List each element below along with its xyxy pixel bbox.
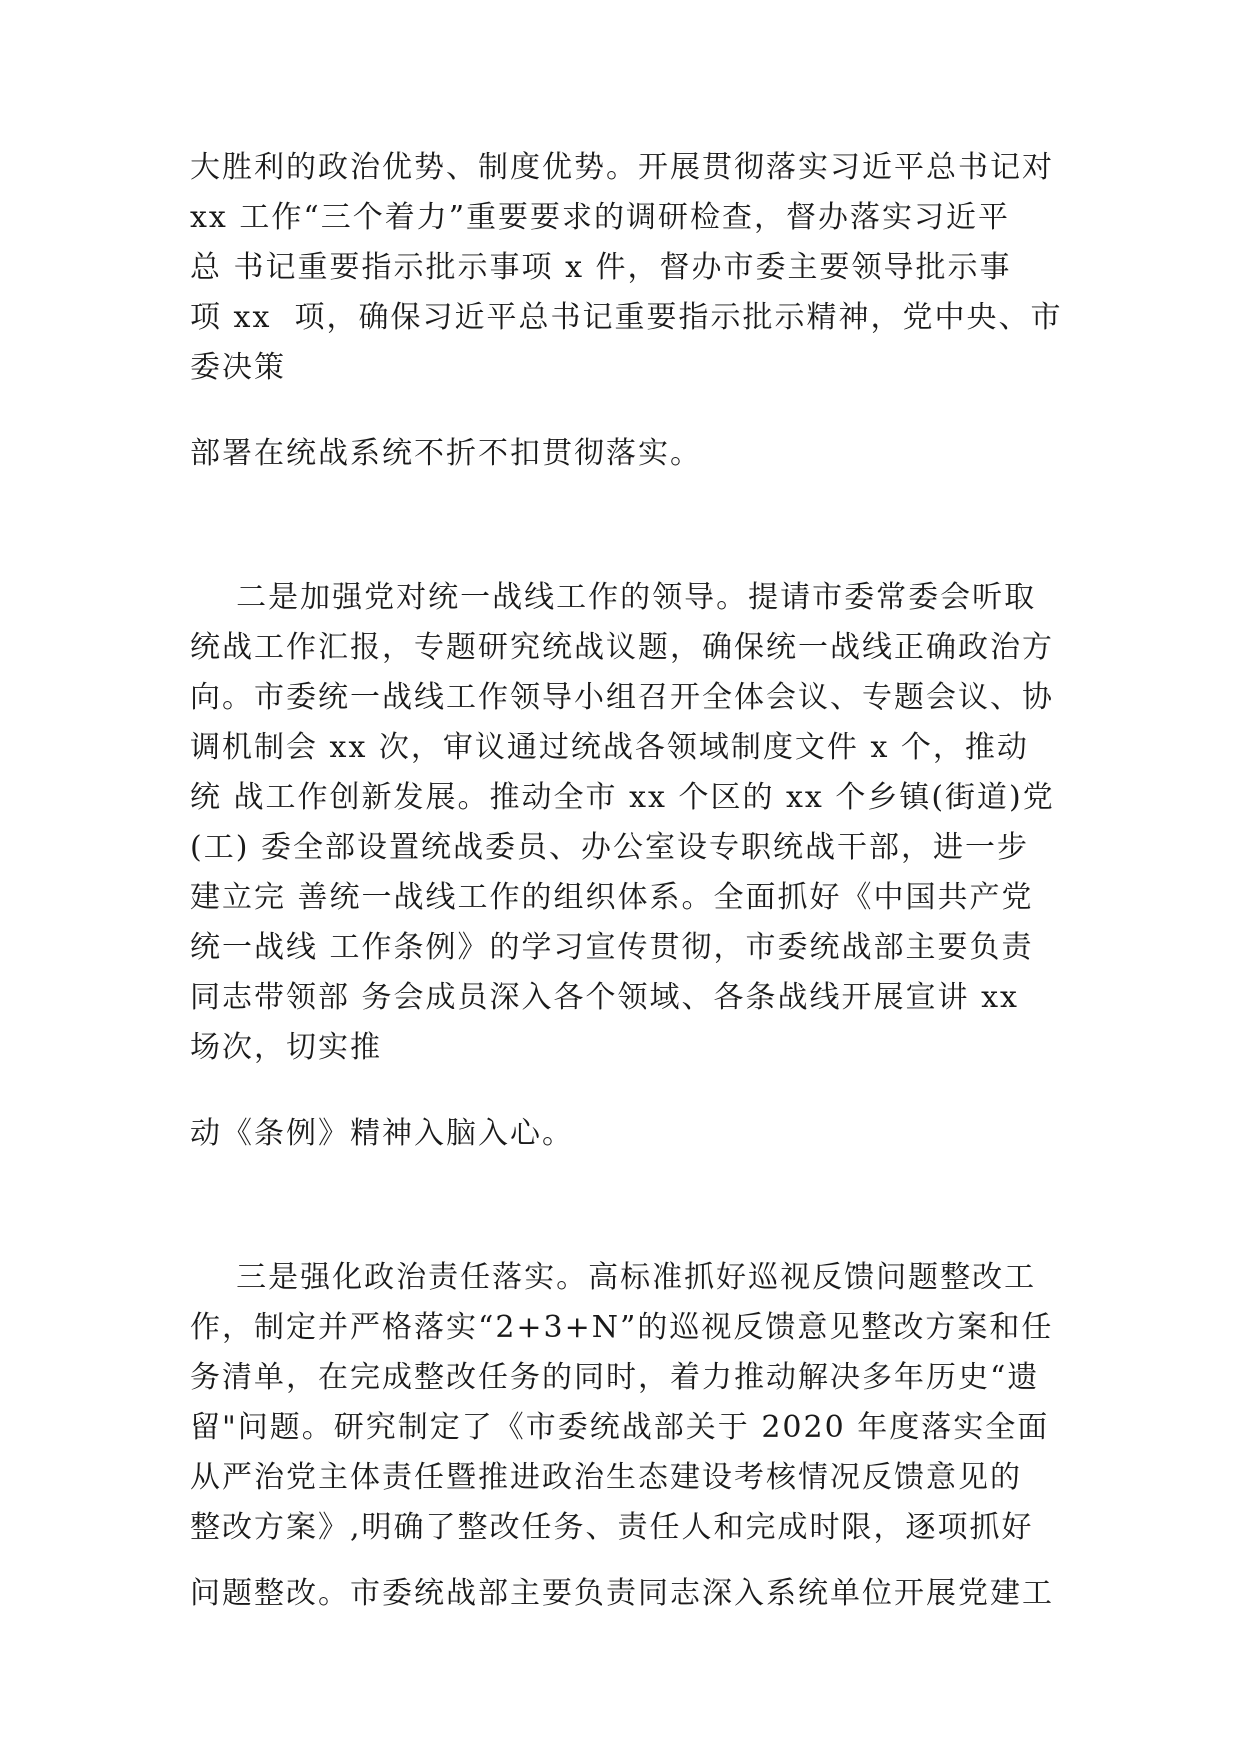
text-line: 大胜利的政治优势、制度优势。开展贯彻落实习近平总书记对 bbox=[190, 150, 1054, 185]
text-line: 整改方案》,明确了整改任务、责任人和完成时限，逐项抓好 bbox=[190, 1510, 1034, 1545]
paragraph-first-line: 三是强化政治责任落实。高标准抓好巡视反馈问题整改工 bbox=[190, 1260, 1037, 1295]
text-line: 委决策 bbox=[190, 350, 286, 385]
text-line: 项 xx 项，确保习近平总书记重要指示批示精神，党中央、市 bbox=[190, 300, 1063, 335]
text-line: 场次，切实推 bbox=[190, 1030, 382, 1065]
text-line: (工) 委全部设置统战委员、办公室设专职统战干部，进一步 bbox=[190, 830, 1029, 865]
text-line: 向。市委统一战线工作领导小组召开全体会议、专题会议、协 bbox=[190, 680, 1054, 715]
text-line: 问题整改。市委统战部主要负责同志深入系统单位开展党建工 bbox=[190, 1576, 1054, 1611]
text-line: 动《条例》精神入脑入心。 bbox=[190, 1116, 574, 1151]
text-line: 同志带领部 务会成员深入各个领域、各条战线开展宣讲 xx bbox=[190, 980, 1019, 1015]
text-line: 建立完 善统一战线工作的组织体系。全面抓好《中国共产党 bbox=[190, 880, 1034, 915]
text-line: 调机制会 xx 次，审议通过统战各领域制度文件 x 个，推动 bbox=[190, 730, 1029, 765]
text-line: 留"问题。研究制定了《市委统战部关于 2020 年度落实全面 bbox=[190, 1410, 1050, 1445]
text-line: 作，制定并严格落实“2+3+N”的巡视反馈意见整改方案和任 bbox=[190, 1310, 1054, 1345]
text-line: 统 战工作创新发展。推动全市 xx 个区的 xx 个乡镇(街道)党 bbox=[190, 780, 1055, 815]
text-line: 部署在统战系统不折不扣贯彻落实。 bbox=[190, 436, 702, 471]
text-line: 务清单，在完成整改任务的同时，着力推动解决多年历史“遗 bbox=[190, 1360, 1040, 1395]
text-line: 统战工作汇报，专题研究统战议题，确保统一战线正确政治方 bbox=[190, 630, 1054, 665]
text-line: 统一战线 工作条例》的学习宣传贯彻，市委统战部主要负责 bbox=[190, 930, 1034, 965]
text-line: xx 工作“三个着力”重要要求的调研检查，督办落实习近平 bbox=[190, 200, 1011, 235]
text-line: 总 书记重要指示批示事项 x 件，督办市委主要领导批示事 bbox=[190, 250, 1012, 285]
text-line: 从严治党主体责任暨推进政治生态建设考核情况反馈意见的 bbox=[190, 1460, 1022, 1495]
paragraph-first-line: 二是加强党对统一战线工作的领导。提请市委常委会听取 bbox=[190, 580, 1037, 615]
